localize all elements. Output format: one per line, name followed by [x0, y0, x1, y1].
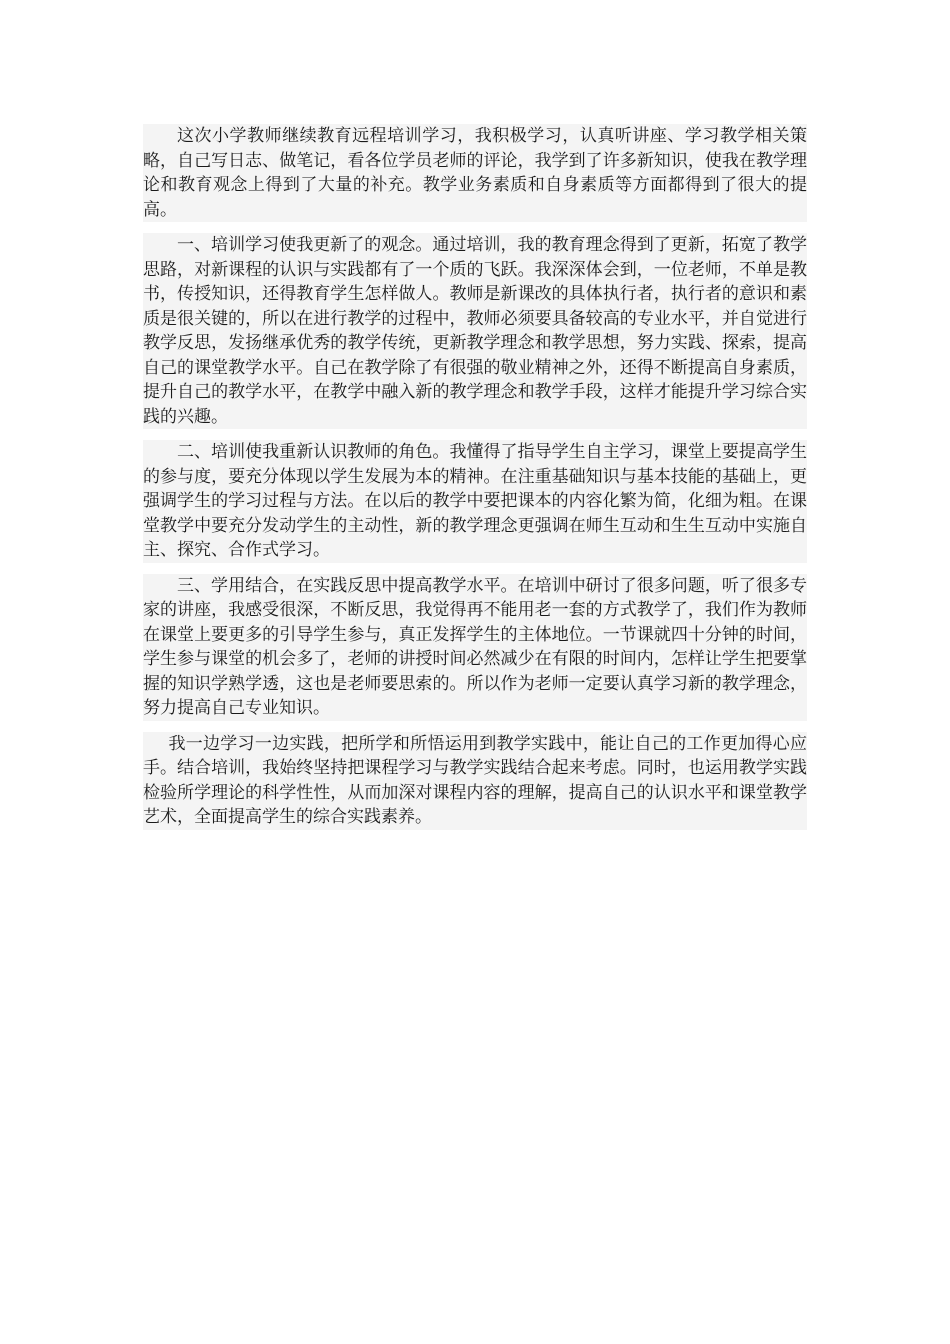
paragraph-section-three: 三、学用结合，在实践反思中提高教学水平。在培训中研讨了很多问题，听了很多专家的讲座，我感受很深，不断反思，我觉得再不能用老一套的方式教学了，我们作为教师在课堂上要更多的引导学生参与，真正发挥学生的主体地位。一节课就四十分钟的时间，学生参与课堂的机会多了，老师的讲授时间必然减少在有限的时间内，怎样让学生把要掌握的知识学熟学透，这也是老师要思索的。所以作为老师一定要认真学习新的教学理念，努力提高自己专业知识。	[143, 574, 807, 721]
paragraph-conclusion: 我一边学习一边实践，把所学和所悟运用到教学实践中，能让自己的工作更加得心应手。结合培训，我始终坚持把课程学习与教学实践结合起来考虑。同时，也运用教学实践检验所学理论的科学性性，从而加深对课程内容的理解，提高自己的认识水平和课堂教学艺术，全面提高学生的综合实践素养。	[143, 732, 807, 830]
paragraph-section-one: 一、培训学习使我更新了的观念。通过培训，我的教育理念得到了更新，拓宽了教学思路，对新课程的认识与实践都有了一个质的飞跃。我深深体会到，一位老师，不单是教书，传授知识，还得教育学生怎样做人。教师是新课改的具体执行者，执行者的意识和素质是很关键的，所以在进行教学的过程中，教师必须要具备较高的专业水平，并自觉进行教学反思，发扬继承优秀的教学传统，更新教学理念和教学思想，努力实践、探索，提高自己的课堂教学水平。自己在教学除了有很强的敬业精神之外，还得不断提高自身素质，提升自己的教学水平，在教学中融入新的教学理念和教学手段，这样才能提升学习综合实践的兴趣。	[143, 233, 807, 429]
paragraph-section-two: 二、培训使我重新认识教师的角色。我懂得了指导学生自主学习，课堂上要提高学生的参与度，要充分体现以学生发展为本的精神。在注重基础知识与基本技能的基础上，更强调学生的学习过程与方法。在以后的教学中要把课本的内容化繁为简，化细为粗。在课堂教学中要充分发动学生的主动性，新的教学理念更强调在师生互动和生生互动中实施自主、探究、合作式学习。	[143, 440, 807, 563]
paragraph-intro: 这次小学教师继续教育远程培训学习，我积极学习，认真听讲座、学习教学相关策略，自己写日志、做笔记，看各位学员老师的评论，我学到了许多新知识，使我在教学理论和教育观念上得到了大量的补充。教学业务素质和自身素质等方面都得到了很大的提高。	[143, 124, 807, 222]
document-body	[143, 124, 807, 830]
